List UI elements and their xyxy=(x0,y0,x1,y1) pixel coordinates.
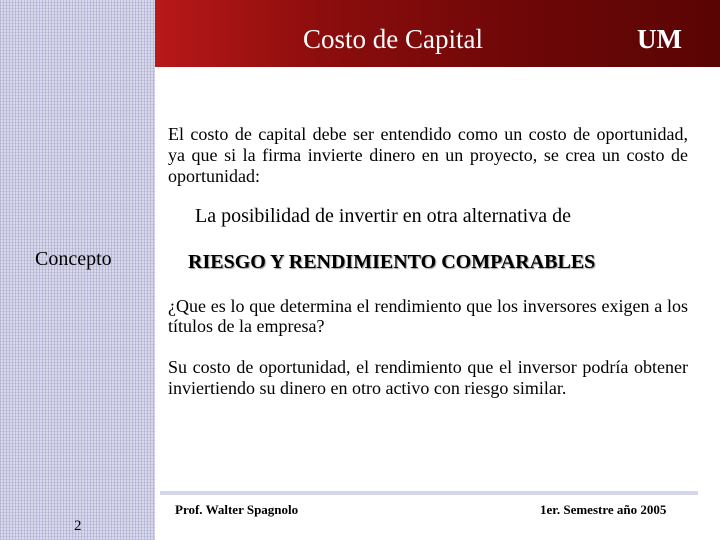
paragraph-question: ¿Que es lo que determina el rendimiento que los inversores exigen a los títulos de la empresa? xyxy=(168,296,688,336)
alternative-line: La posibilidad de invertir en otra alternativa de xyxy=(195,205,571,227)
paragraph-answer: Su costo de oportunidad, el rendimiento que el inversor podría obtener inviertiendo su dinero en otro activo con riesgo similar. xyxy=(168,357,688,398)
institution-logo-text: UM xyxy=(637,24,682,54)
emphasis-heading: RIESGO Y RENDIMIENTO COMPARABLES xyxy=(188,251,596,273)
footer-author: Prof. Walter Spagnolo xyxy=(175,502,299,517)
side-label-concepto: Concepto xyxy=(35,248,112,270)
page-number: 2 xyxy=(74,518,82,534)
footer-divider xyxy=(160,491,698,495)
footer-term: 1er. Semestre año 2005 xyxy=(540,502,667,517)
paragraph-definition: El costo de capital debe ser entendido como un costo de oportunidad, ya que si la firma invierte dinero en un proyecto, se crea un costo de oportunidad: xyxy=(168,124,688,186)
slide-title: Costo de Capital xyxy=(303,24,483,54)
